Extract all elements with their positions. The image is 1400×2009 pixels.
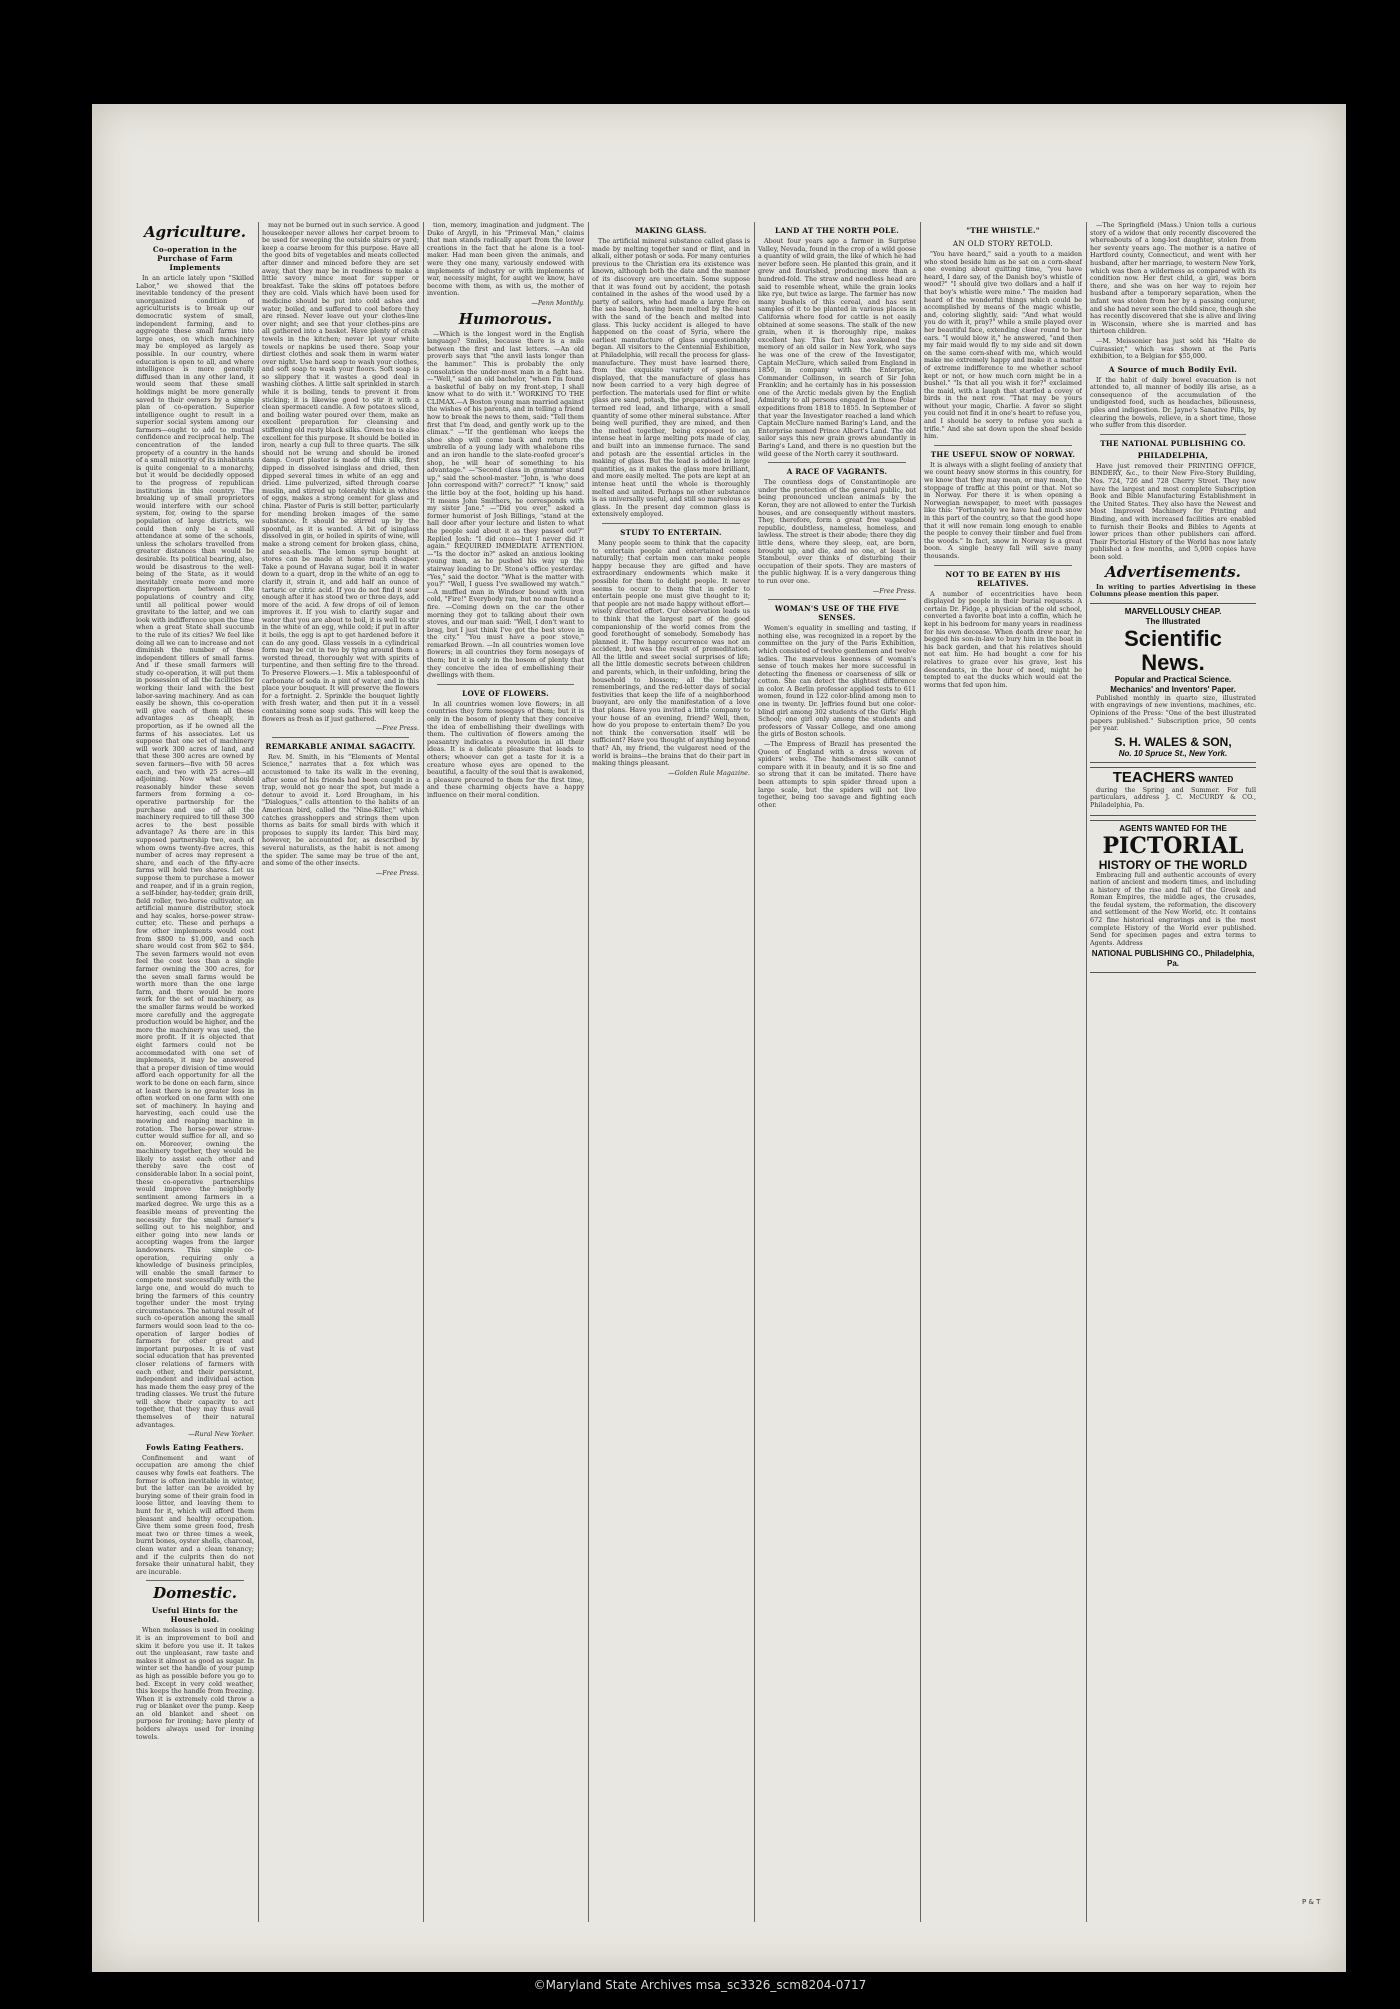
article-body: Many people seem to think that the capacity to entertain people and entertained comes naturally; that certain men can make people happy because they are gifted and have extraordinary endowments which make it possible for them to delight people. It never seems to occur to them that in order to entertain people one must give thought to it; that people are not made happy without effort—wisely directed effort. Our observation leads us to think that the largest part of the good companionship of the world comes from the good forethought of somebody. Somebody has planned it. The happy occurrence was not an accident, but was the result of premeditation. All the little and sweet social surprises of life; all the little domestic secrets between children and parents, which, in their unfolding, bring the household to blossom; all the birthday rememberings, and the red-letter days of social festivities that keep the life of a neighborhood buoyant, are only the manifestation of a love that plans. Have you invited a little company to your house of an evening, friend? Well, then, how do you propose to entertain them? Do you not think the conversation itself will be sufficient? Have you thought of anything beyond that? Ah, my friend, the vulgarest need of the world is brains—the brains that do their part in making things pleasant. [592,538,750,768]
article-title: WOMAN'S USE OF THE FIVE SENSES. [774,604,900,623]
article-body: About four years ago a farmer in Surprise Valley, Nevada, found in the crop of a wild goose a quantity of wild grain, the like of which he had never before seen. He planted this grain, and it grew and flourished, producing more than a hundred-fold. The straw and needless head are said to resemble wheat, while the grain looks like rye, but twice as large. The farmer has now many bushels of this cereal, and has sent samples of it to be planted in various places in California where food for cattle is not easily obtained at some seasons. The stalk of the new grain, when it is thoroughly ripe, makes excellent hay. This fact has awakened the memory of an old sailor in New York, who says he was one of the crew of the Investigator, Captain McClure, which sailed from England in 1850, in company with the Enterprise, Commander Collinson, in search of Sir John Franklin; and he certainly has in his possession one of the Arctic medals given by the English Admiralty to all persons engaged in those Polar expeditions from 1818 to 1855. In September of that year the Investigator reached a land which Captain McClure named Baring's Land, and the Enterprise named Prince Albert's Land. The old sailor says this new grain grows abundantly in Baring's Land, and there is no question but the wild geese of the North carry it southward. [758,237,916,458]
divider [272,737,409,738]
ad-title: HISTORY OF THE WORLD [1098,857,1248,872]
column-rule [258,222,259,1922]
article-title: A Source of much Bodily Evil. [1108,364,1238,374]
article-body: In all countries women love flowers; in all countries they form nosegays of them; but it is only in the bosom of plenty that they conceive the idea of embellishing their dwellings with them. The cultivation of flowers among the peasantry indicates a revolution in all their ideas. It is a delicate pleasure that leads to others; whoever can get a taste for it is a creature whose eyes are opened to the beautiful, a faculty of the soul that is awakened, a pleasure procured to them for the first time, and these charming objects have a happy influence on their moral condition. [427,699,584,799]
article-body: Confinement and want of occupation are among the chief causes why fowls eat feathers. The former is often inevitable in winter, but the latter can be avoided by burying some of their grain food in loose litter, and leaving them to hunt for it, which will afford them pleasant and healthy occupation. Give them some green food, fresh meat two or three times a week, burnt bones, oyster shells, charcoal, clean water and a clean tenancy; and if the culprits then do not forsake their unnatural habit, they are incurable. [136,1453,254,1576]
ad-title: TEACHERS [1112,768,1196,786]
article-source: —Golden Rule Magazine. [668,768,750,777]
ad-teachers-wanted [1090,767,1256,816]
article-source: —Penn Monthly. [531,298,584,307]
section-heading-domestic: Domestic. [153,1584,237,1603]
ad-scientific-news [1090,603,1256,763]
divider [768,462,906,463]
article-body: Women's equality in smelling and tasting, if nothing else, was recognized in a report by the committee on the jury of the Paris Exhibition, which consisted of twelve gentlemen and twelve ladies. The marvelous keenness of woman's sense of touch makes her more successful in detecting the fineness or coarseness of silk or cotton. She can detect the slightest difference in color. A Berlin professor applied tests to 611 women, found in 122 color-blind among men to one in twenty. Dr. Jeffries found but one color-blind girl among 302 students of the Girls' High School; one girl only among the students and professors of Vassar College, and one among the girls of Boston schools. [758,624,916,739]
article-body: "You have heard," said a youth to a maiden who stood beside him as he sat on a corn-sheaf one evening about quitting time, "you have heard, I dare say, of the Danish boy's whistle of wood?" "I should give two dollars and a half if that boy's whistle were mine." The maiden had heard of the wonderful things which could be accomplished by means of the magic whistle, and, coloring slightly, said: "And what would you do with it, pray?" while a smile played over her beautiful face, extending clear round to her ears. "I would blow it," he answered, "and then my fair maid would fly to my side and sit down on the same corn-sheaf with me, which would make me extremely happy and make it a matter of extreme indifference to me whether school kept or not, or how much corn might be in a bushel." "Is that all you wish it for?" exclaimed the maid, with a laugh that startled a covey of birds in the next row. "That may be yours without your magic, Charlie. A favor so slight you could not find it in one's heart to refuse you, and I should be sorry to refuse you such a trifle." And she sat down upon the sheaf beside him. [924,250,1082,441]
article-body: —The Springfield (Mass.) Union tells a curious story of a widow that only recently discovered the whereabouts of a long-lost daughter, stolen from her seventy years ago. The mother is a native of Hartford county, Connecticut, and went with her husband, after her marriage, to western New York, which was then a wilderness as compared with its condition now. Her first child, a girl, was born there, and she was on her way to rejoin her husband after a temporary separation, when the infant was stolen from her by a passing conjurer, and she had never seen the child since, though she has recently discovered that she is alive and living in Wisconsin, where she is married and has thirteen children. [1090,222,1256,336]
ad-pictorial-history [1090,820,1256,974]
section-heading-agriculture: Agriculture. [144,223,246,241]
article-body: Rev. M. Smith, in his "Elements of Mental Science," narrates that a fox which was accustomed to take its walk in the evening, after some of his friends had been caught in a trap, would not go near the spot, but made a detour to avoid it. Lord Brougham, in his "Dialogues," calls attention to the habits of an American bird, called the "Nine-Killer," which catches grasshoppers and strings them upon thorns as baits for small birds with which it proposes to supply its larder. This bird may, however, be accounted for, as described by several naturalists, as the habit is not among the spider. The same may be true of the ant, and some of the other insects. [262,752,419,868]
divider [934,445,1072,446]
article-title: THE USEFUL SNOW OF NORWAY. [930,449,1076,459]
divider [602,523,740,524]
article-subtitle: PHILADELPHIA, [1137,450,1209,460]
divider [1100,434,1246,435]
ad-title-small: WANTED [1198,774,1234,784]
article-body: The countless dogs of Constantinople are under the protection of the general public, but being pronounced unclean animals by the Koran, they are not allowed to enter the Turkish houses, and are consequently without masters. They, therefore, form a great free vagabond republic, doubtless, nameless, homeless, and lawless. The street is their abode; there they dig little dens, where they sleep, eat, are born, brought up, and die, and no one, at least in Stamboul, ever thinks of disturbing their occupation of their spots. They are masters of the public highway. It is a very dangerous thing to run over one. [758,478,916,585]
article-title: A RACE OF VAGRANTS. [786,467,888,477]
ad-advertiser: S. H. WALES & SON, [1114,734,1232,749]
section-heading-advertisements: Advertisements. [1105,562,1241,581]
ad-title-row [1090,768,1256,787]
article-source: —Free Press. [872,586,916,595]
article-title: STUDY TO ENTERTAIN. [620,527,722,537]
article-body: —M. Meissonier has just sold his "Halte de Cuirassier," which was shown at the Paris exhibition, to a Belgian for $55,000. [1090,336,1256,361]
column-rule [1086,222,1087,1922]
article-body: A number of eccentricities have been displayed by people in their burial requests. A certain Dr. Fidge, a physician of the old school, converted a favorite boat into a coffin, which he kept in his bedroom for many years in readiness for his own decease. When death drew near, he begged his son-in-law to bury him in the boat in his back garden, and that his relatives should not eat him. He had bought a cow for his relatives to graze over his grave, lest his descendants, in the hour of need, might be tempted to eat the ducks which would eat the worms that fed upon him. [924,589,1082,689]
article-title: LAND AT THE NORTH POLE. [774,226,899,235]
divider [934,565,1072,566]
article-source: —Free Press. [375,868,419,877]
ad-body: Embracing full and authentic accounts of every nation of ancient and modern times, and including a history of the rise and fall of the Greek and Roman Empires, the middle ages, the crusades, the feudal system, the reformation, the discovery and settlement of the New World, etc. It contains 672 fine historical engravings and is the most complete History of the World ever published. Send for specimen pages and extra terms to Agents. Address [1090,870,1256,947]
article-source: —Rural New Yorker. [188,1430,254,1439]
ad-body: during the Spring and Summer. For full particulars, address J. C. McCURDY & CO., Philadelphia, Pa. [1090,785,1256,809]
article-title: Co-operation in the Purchase of Farm Implements [152,245,238,272]
article-body: Have just removed their PRINTING OFFICE, BINDERY, &c., to their New Five-Story Building, Nos. 724, 726 and 728 Cherry Street. They now have the largest and most complete Subscription Book and Bible Manufacturing Establishment in the United States. They also have the Newest and Most Improved Machinery for Printing and Binding, and with increased facilities are enabled to furnish their Books and Bibles to Agents at lower prices than other publishers can afford. Their Pictorial History of the World has now lately published a few months, and 5,000 copies have been sold. [1090,461,1256,561]
archive-watermark: ©Maryland State Archives msa_sc3326_scm8204-0717 [533,1978,867,1992]
divider [768,599,906,600]
column-5 [758,222,916,1927]
divider [146,1580,244,1581]
article-title: MAKING GLASS. [635,226,707,235]
article-title: NOT TO BE EATEN BY HIS RELATIVES. [945,569,1061,588]
column-rule [754,222,755,1922]
ad-note: In writing to parties Advertising in these Columns please mention this paper. [1090,582,1256,599]
article-body: may not be burned out in such service. A good housekeeper never allows her carpet broom to be used for sweeping the outside stairs or yard; keep a coarse broom for this purpose. Have all the good bits of vegetables and meats collected after dinner and minced before they are set away, that they may be in readiness to make a little savory mince meat for supper or breakfast. Take the skins off potatoes before they are cold. Vials which have been used for medicine should be put into cold ashes and water, boiled, and suffered to cool before they are rinsed. Never leave out your clothes-line over night; and see that your clothes-pins are all gathered into a basket. Have plenty of crash towels in the kitchen; never let your white towels or napkins be used there. Soap your dirtiest clothes and soak them in warm water over night. Use hard soap to wash your clothes, and soft soap to wash your floors. Soft soap is so slippery that it wastes a good deal in washing clothes. A little salt sprinkled in starch while it is boiling, tends to prevent it from sticking; it is likewise good to stir it with a clean spermaceti candle. A few potatoes sliced, and boiling water poured over them, make an excellent preparation for cleansing and stiffening old rusty black silks. Green tea is also excellent for this purpose. It should be boiled in iron, nearly a cup full to three quarts. The silk should not be wrung and should be ironed damp. Court plaster is made of thin silk, first dipped in dissolved isinglass and dried, then dipped several times in white of an egg and dried. Lime pulverized, sifted through coarse muslin, and stirred up tolerably thick in whites of eggs, makes a strong cement for glass and china. Plaster of Paris is still better, particularly for mending broken images of the same substance. It should be stirred up by the spoonful, as it is wanted. A bit of isinglass dissolved in gin, or boiled in spirits of wine, will make a strong cement for broken glass, china, and sea-shells. The lemon syrup bought at stores can be made at home much cheaper. Take a pound of Havana sugar, boil it in water down to a quart, drop in the white of an egg to clarify it, strain it, and add half an ounce of tartaric or citric acid. If you do not find it sour enough after it has stood two or three days, add more of the acid. A few drops of oil of lemon improves it. If you wish to clarify sugar and water that you are about to boil, it is well to stir in the white of an egg, while cold; if put in after it boils, the egg is apt to get hardened before it can do any good. Glass vessels in a cylindrical form may be cut in two by tying around them a worsted thread, thoroughly wet with spirits of turpentine, and then setting fire to the thread. To Preserve Flowers.—1. Mix a tablespoonful of carbonate of soda in a pint of water, and in this place your bouquet. It will preserve the flowers for a fortnight. 2. Sprinkle the bouquet lightly with fresh water, and then put it in a vessel containing some soap suds. This will keep the flowers as fresh as if just gathered. [262,222,419,723]
ad-title: PICTORIAL [1102,832,1244,859]
ad-address: No. 10 Spruce St., New York. [1118,748,1228,758]
article-source: —Free Press. [375,724,419,733]
ad-address: NATIONAL PUBLISHING CO., Philadelphia, Pa. [1091,949,1255,969]
article-title: Useful Hints for the Household. [151,1606,239,1625]
article-title: Fowls Eating Feathers. [146,1442,244,1452]
article-body: —Which is the longest word in the English language? Smiles, because there is a mile between the first and last letters. —An old proverb says that "the anvil lasts longer than the hammer." This is probably the only consolation the under-most man in a fight has. —"Well," said an old bachelor, "when I'm found a basketful of baby on my front-step, I shall know what to do with it." WORKING TO THE CLIMAX.—A Boston young man married against the wishes of his parents, and in telling a friend how to break the news to them, said: "Tell them first that I'm dead, and gently work up to the climax." —"If the gentleman who keeps the shoe shop will come back and return the umbrella of a young lady with whalebone ribs and an iron handle to the slate-roofed grocer's shop, he will hear of something to his advantage." —"Second class in grammar stand up," said the school-master. "John, is 'who does John correspond with?' correct?" "I know," said the little boy at the foot, holding up his hand. "It means John Smithers, he corresponds with my sister Jane." —"Did you ever," asked a former humorist of Josh Billings, "stand at the hall door after your lecture and listen to what the people said about it as they passed out?" Replied Josh: "I did once—but I never did it again." REQUIRED IMMEDIATE ATTENTION.—"Is the doctor in?" asked an anxious looking young man, as he pushed his way up the stairway leading to Dr. Stone's office yesterday. "Yes," said the doctor. "What is the matter with you?" "Well, I guess I've swallowed my watch." —A muffled man in Windsor bound with iron cold, "Fire!" Everybody ran, but no man found a fire. —Coming down on the car the other morning they got to talking about their own stoves, and our man said: "Well, I don't want to brag, but I just think I've got the best stove in the city." "You must have a poor stove," remarked Brown. —In all countries women love flowers; in all countries they form nosegays of them; but it is only in the bosom of plenty that they conceive the idea of embellishing their dwellings with them. [427,329,584,680]
column-1 [136,222,254,1927]
ad-body: Published monthly in quarto size, illustrated with engravings of new inventions, machines, etc. Opinions of the Press: "One of the best illustrated papers published." Subscription price, 50 cents per year. [1090,693,1256,733]
article-subtitle: AN OLD STORY RETOLD. [952,239,1054,248]
page-mark: P & T [1302,1898,1321,1906]
ad-tagline: MARVELLOUSLY CHEAP. [1124,606,1222,616]
article-title: LOVE OF FLOWERS. [462,688,549,698]
article-body: When molasses is used in cooking it is an improvement to boil and skim it before you use it. It takes out the unpleasant, raw taste and makes it almost as good as sugar. In winter set the handle of your pump as high as possible before you go to bed. Except in very cold weather, this keeps the handle from freezing. When it is extremely cold throw a rug or blanket over the pump. Keep an old blanket and sheet on purpose for ironing; have plenty of holders always used for ironing towels. [136,1626,254,1741]
column-2 [262,222,419,1927]
ad-tagline: AGENTS WANTED FOR THE [1119,823,1227,833]
section-heading-humorous: Humorous. [458,309,553,328]
newspaper-content [136,222,1326,1932]
article-body: tion, memory, imagination and judgment. The Duke of Argyll, in his "Primeval Man," claims that man stands radically apart from the lower creations in the fact that he alone is a tool-maker. Had man been given the animals, and were they one many, variously endowed with implements of industry or with implements of war, necessity might, for aught we know, have become with them, as with us, the mother of invention. [427,222,584,298]
article-body: —The Empress of Brazil has presented the Queen of England with a dress woven of spiders' webs. The handsomest silk cannot compare with it in beauty, and it is so fine and so strong that it can be imitated. There have been attempts to spin spider thread upon a large scale, but the spiders will not live together, being too savage and fighting each other. [758,740,916,809]
column-rule [588,222,589,1922]
article-title: REMARKABLE ANIMAL SAGACITY. [265,741,416,751]
column-rule [920,222,921,1922]
ad-subtitle: Popular and Practical Science. [1114,674,1232,684]
ad-subtitle: The Illustrated [1145,616,1201,626]
article-title: THE NATIONAL PUBLISHING CO. [1100,438,1246,448]
column-6 [924,222,1082,1927]
article-body: If the habit of daily bowel evacuation is not attended to, all manner of bodily ills arise, as a consequence of the accumulation of the undigested food, such as headaches, biliousness, piles and indigestion. Dr. Jayne's Sanative Pills, by clearing the bowels, relieve, in a short time, those who suffer from this disorder. [1090,375,1256,430]
ad-title: Scientific News. [1124,625,1222,675]
column-7 [1090,222,1256,1927]
column-3 [427,222,584,1927]
article-body: It is always with a slight feeling of anxiety that we count heavy snow storms in this country, for we know that they may mean, or may mean, the stoppage of traffic at this point or that. Not so in Norway. For there it is when opening a Norwegian newspaper, to meet with passages like this: "Fortunately we have had much snow in this part of the country, so that the good hope that it will now remain long enough to enable the people to convey their timber and fuel from the woods." In fact, snow in Norway is a great boon. A single heavy fall will save many thousands. [924,460,1082,560]
article-body: In an article lately upon "Skilled Labor," we showed that the inevitable tendency of the present unorganized condition of agriculturists is to break up our democratic system of small, independent farming, and to aggregate these small farms into large ones, on which machinery may be employed as largely as possible. In our country, where education is open to all, and where intelligence is more generally diffused than in any other land, it would seem that these small holdings might be more generally saved to their owners by a simple plan of co-operation. Superior intelligence ought to result in a superior social system among our farmers—ought to add to mutual confidence and reciprocal help. The concentration of the landed property of a country in the hands of a small minority of its inhabitants is quite congenial to a monarchy, but it would be decidedly opposed to the progress of republican institutions in this country. The breaking up of small proprietors would interfere with our school system, for, owing to the sparse population of large districts, we could then only be a small attendance at some of the schools, unless the scholars travelled from greater distances than would be desirable. Its political bearing, also, would be disastrous to the well-being of the State, as it would inevitably create more and more disproportion between the populations of country and city, until all political power would gravitate to the latter, and we can look with indifference upon the time when a great State shall succumb to the rule of its cities? We feel like doing all we can to increase and not diminish the number of these independent tillers of small farms. And if these small farmers will study co-operation, it will put them in possession of all the facilities for working their land with the best labor-saving machinery. And as can easily be shown, this co-operation will give each of them all these advantages as cheaply, in proportion, as if he owned all the farms of his associates. Let us suppose that one set of machinery will work 300 acres of land, and that these 300 acres are owned by seven farmers—five with 50 acres each, and two with 25 acres—all adjoining. Now what should reasonably hinder these seven farmers from forming a co-operative partnership for the purchase and use of all the machinery required to till these 300 acres to the best possible advantage? As there are in this supposed partnership two, each of whom owns twenty-five acres, this number of acres may represent a share, and each of the fifty-acre farms will hold two shares. Let us suppose them to purchase a mower and reaper, and if in a grain region, a self-binder, hay-tedder, grain drill, field roller, two-horse cultivator, an artificial manure distributor, stock and hay scales, horse-power straw-cutter, etc. These and perhaps a few other implements would cost from $800 to $1,000, and each share would cost from $62 to $84. The seven farmers would not even feel the cost less than a single farmer owning the 300 acres, for the seven small farms would be worth more than the one large farm, and there would be more work for the set of machinery, as the smaller farms would be worked more carefully and the aggregate production would be higher, and the more the machinery was used, the more profit. If it is objected that eight farmers could not be accommodated with one set of implements, it may be answered that a proper division of time would afford each opportunity for all the work to be done on each farm, since at least there is no greater loss in often worked on one farm with one set of machinery. In haying and harvesting, each could use the mowing and reaping machine in rotation. The horse-power straw-cutter would suffice for all, and so on. Moreover, owning the machinery together, they would be likely to assist each other and thereby save the cost of considerable labor. In a social point, these co-operative partnerships would improve the neighborly sentiment among farmers in a marked degree. We urge this as a feasible means of preventing the necessity for the small farmer's selling out to his neighbor, and either going into new lands or accepting wages from the larger landowners. This simple co-operation, requiring only a knowledge of business principles, will enable the small farmer to compete most successfully with the large one, and would do much to bring the farmers of this country together under the most trying circumstances. The natural result of such co-operation among the small farmers would soon lead to the co-operation of larger bodies of farmers for other great and important purposes. It is of vast social education that has prevented closer relations of farmers with each other, and their persistent, independent and individual action has made them the easy prey of the trading classes. We trust the future will show their capacity to act together, that they may thus avail themselves of their natural advantages. [136,274,254,1429]
article-body: The artificial mineral substance called glass is made by melting together sand or flint, and in alkali, either potash or soda. For many centuries previous to the Christian era its existence was known, although both the date and the manner of its discovery are uncertain. Some suppose that it was found out by accident, the potash contained in the ashes of the wood used by a party of sailors, who had made a large fire on the sea beach, having been melted by the heat with the sand of the beach and melted into glass. This lucky accident is alleged to have happened on the coast of Syria, where the earliest manufacture of glass unquestionably began. All visitors to the Centennial Exhibition, at Philadelphia, will recall the process for glass-manufacture. They must have learned there, from the exquisite variety of specimens displayed, that the manufacture of glass has now been carried to a very high degree of perfection. The materials used for flint or white glass are sand, potash, the preparations of lead, termed red lead, and litharge, with a small quantity of some other mineral substance. After being well purified, they are mixed, and then the melted together, being exposed to an intense heat in large melting pots made of clay, and built into an immense furnace. The sand and potash are the essential articles in the making of glass. But the lead is added in large quantities, as it makes the glass more brilliant, and more easily melted. The pots are kept at an intense heat until the whole is thoroughly melted and united. Perhaps no other substance is as universally useful, and still so marvelous as glass. In the present day common glass is extensively employed. [592,237,750,519]
ad-subtitle: Mechanics' and Inventors' Paper. [1110,684,1236,694]
divider [437,684,574,685]
column-4 [592,222,750,1927]
column-rule [423,222,424,1922]
article-title: "THE WHISTLE." [966,226,1040,235]
